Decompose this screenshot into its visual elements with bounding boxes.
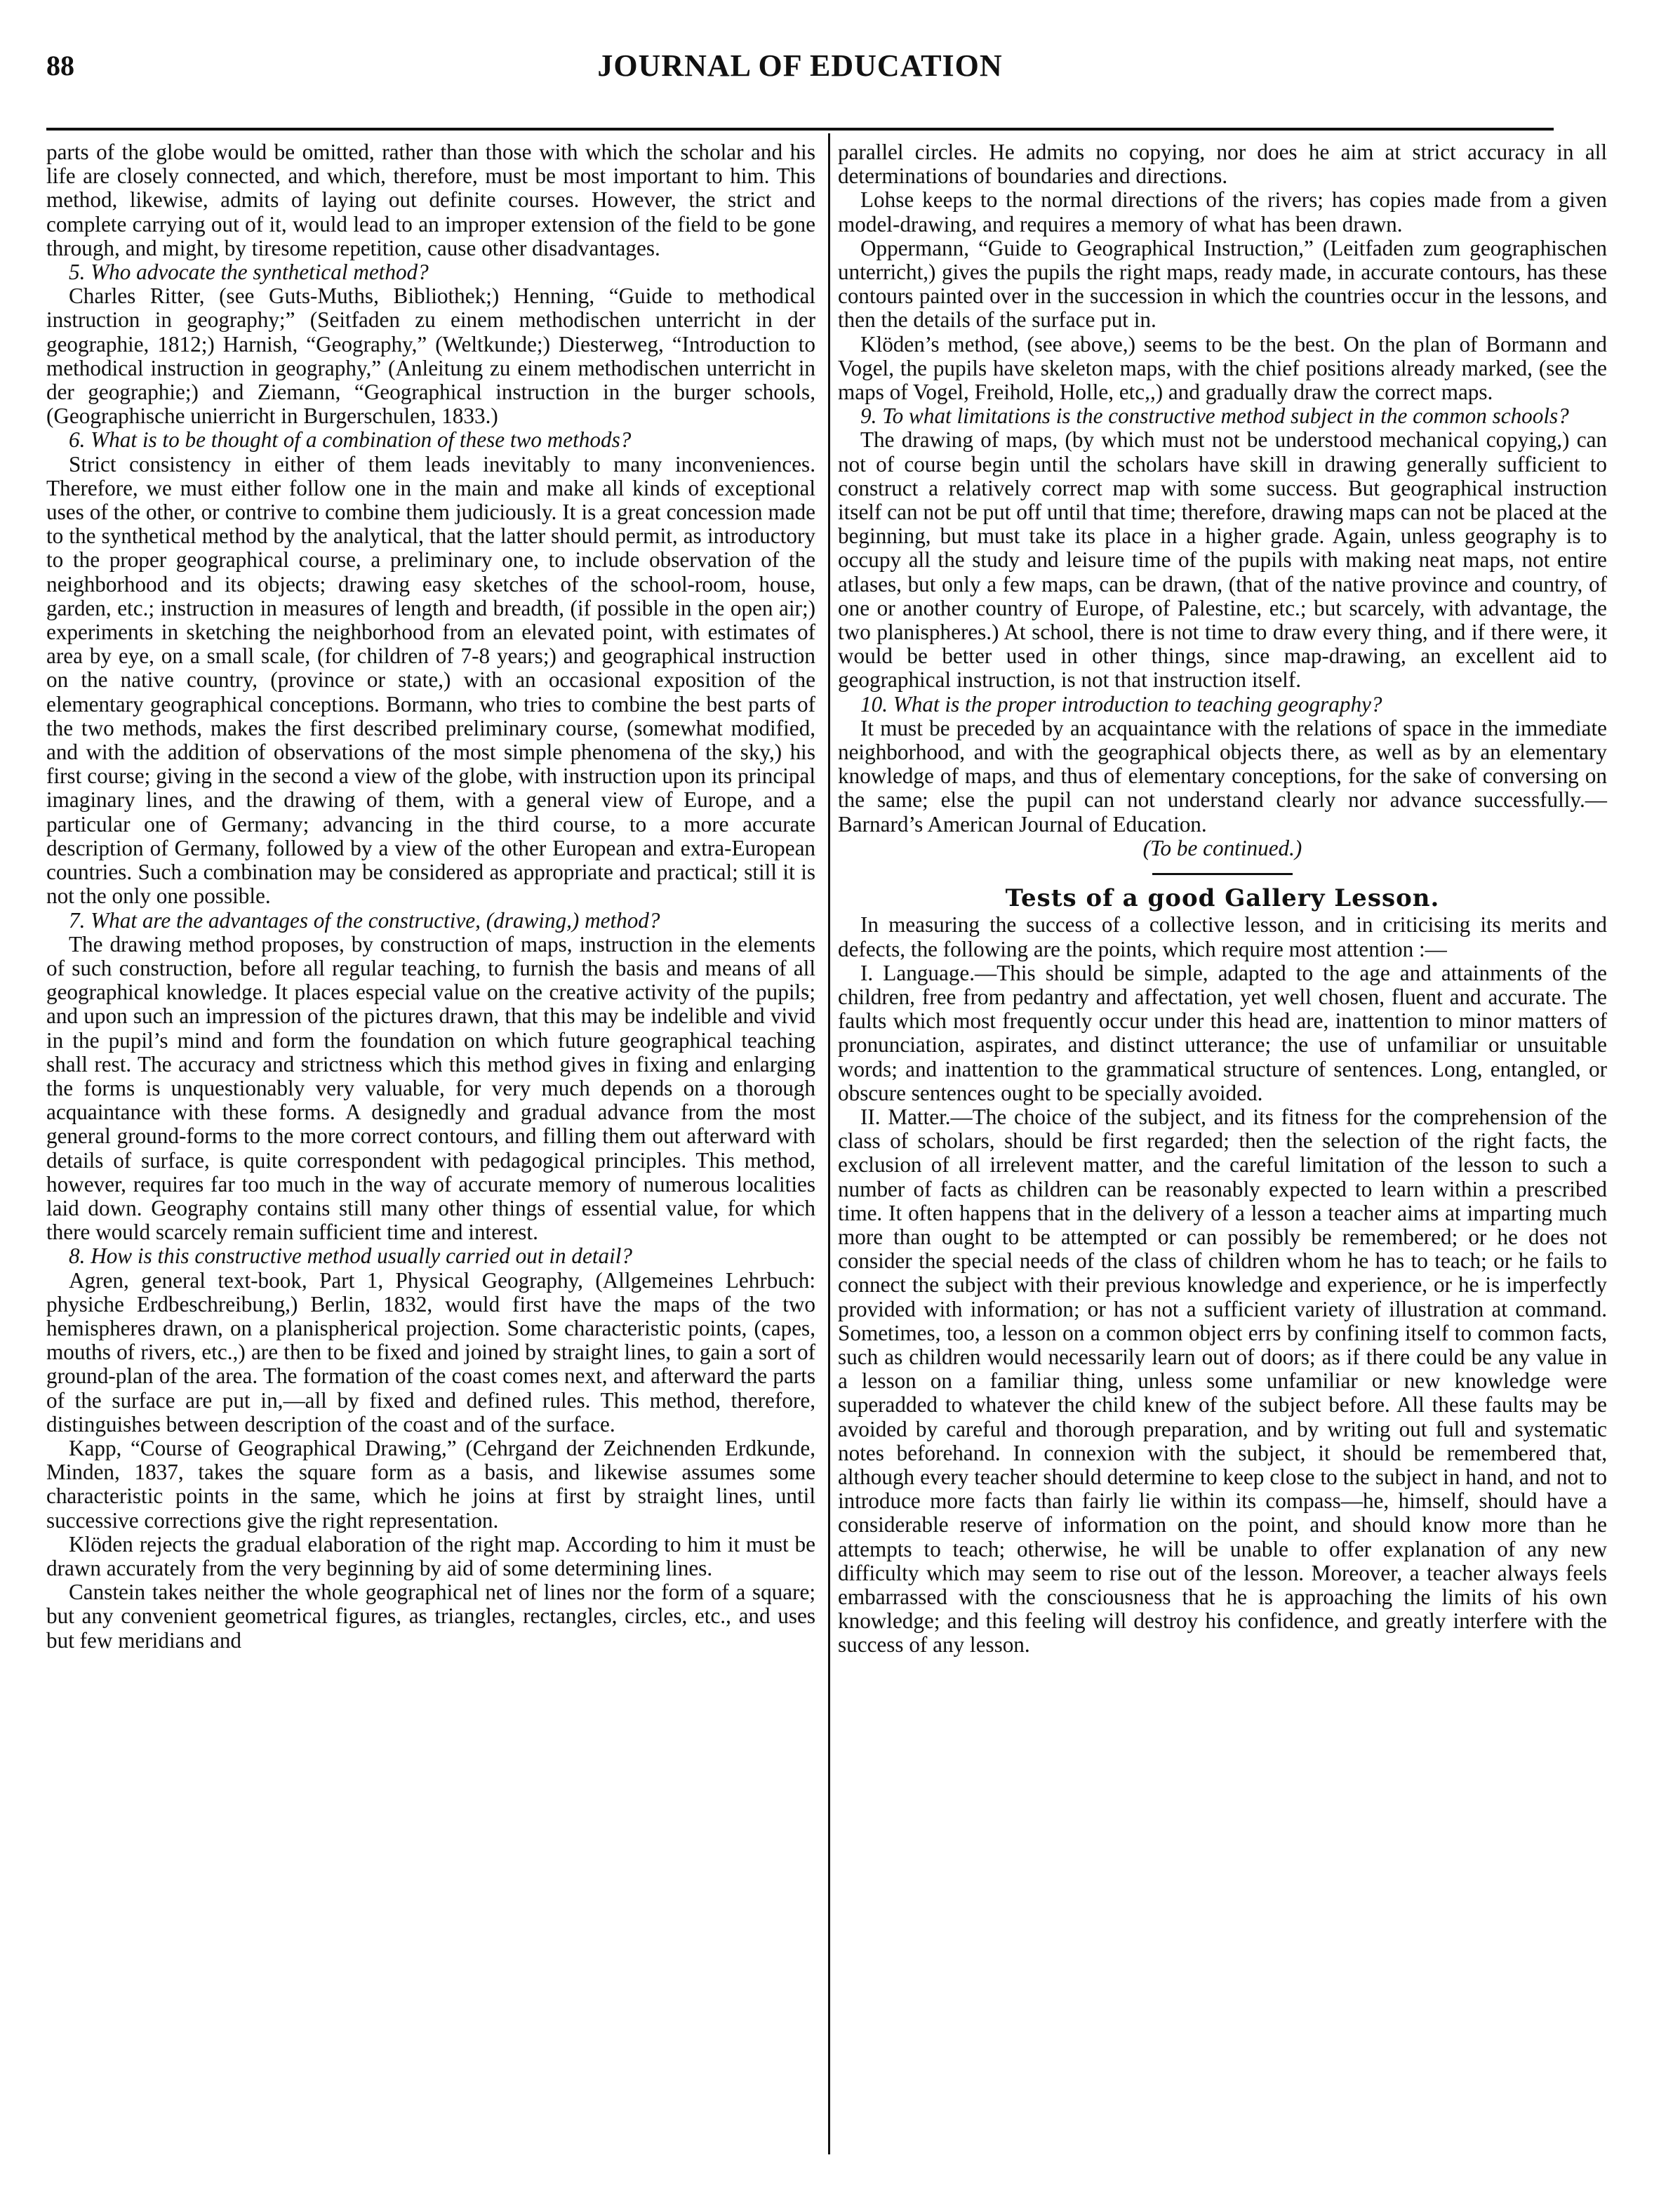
question-heading: 8. How is this constructive method usually carried out in detail? — [69, 1244, 633, 1269]
paragraph: Strict consistency in either of them leads inevitably to many inconveniences. Therefore, we must either follow one in the main and make all kinds of exceptional uses of the other, or contrive to combine them judiciously. It is a great concession made to the synthetical method by the analytical, that the latter should permit, as introductory to the proper geographical course, a preliminary one, to include observation of the neighborhood and its objects; drawing easy sketches of the school-room, house, garden, etc.; instruction in measures of length and breadth, (if possible in the open air;) experiments in sketching the neighborhood from an elevated point, with estimates of area by eye, on a small scale, (for children of 7-8 years;) and geographical instruction on the native country, (province or state,) with an occasional exposition of the elementary geographical conceptions. Bormann, who tries to combine the best parts of the two methods, makes the first described preliminary course, (somewhat modified, and with the addition of observations of the most simple phenomena of the sky,) his first course; giving in the second a view of the globe, with instruction upon its principal imaginary lines, and the drawing of them, with a general view of Europe, and a particular one of Germany; advancing in the third course, to a more accurate description of Germany, followed by a view of the other European and extra-European countries. Such a combination may be considered as appropriate and practical; still it is not the only one possible. — [46, 451, 815, 909]
paragraph: parallel circles. He admits no copying, nor does he aim at strict accuracy in all determinations of boundaries and directions. — [838, 140, 1607, 189]
paragraph: Kapp, “Course of Geographical Drawing,” (Cehrgand der Zeichnenden Erdkunde, Minden, 1837, takes the square form as a basis, and likewise assumes some characteristic points in the same, which he joins at first by straight lines, until successive corrections give the right representation. — [46, 1435, 815, 1533]
paragraph: Canstein takes neither the whole geographical net of lines nor the form of a square; but any convenient geometrical figures, as triangles, rectangles, circles, etc., and uses but few meridians and — [46, 1580, 815, 1653]
journal-title: JOURNAL OF EDUCATION — [597, 48, 1003, 83]
page-header — [46, 45, 1554, 87]
paragraph: I. Language.—This should be simple, adapted to the age and attainments of the children, free from pedantry and affectation, yet well chosen, fluent and accurate. The faults which most frequently occur under this head are, inattention to minor matters of pronunciation, aspirates, and distinct utterance; the use of unfamiliar or unsuitable words; and inattention to the grammatical structure of sentences. Long, entangled, or obscure sentences ought to be specially avoided. — [838, 960, 1607, 1105]
article-title: Tests of a good Gallery Lesson. — [1005, 884, 1440, 913]
right-column — [838, 140, 1607, 1658]
paragraph: Klöden’s method, (see above,) seems to be the best. On the plan of Bormann and Vogel, the pupils have skeleton maps, with the chief positions already marked, (see the maps of Vogel, Freihold, Holle, etc,,) and gradually draw the correct maps. — [838, 331, 1607, 405]
section-rule — [1152, 873, 1293, 875]
paragraph: II. Matter.—The choice of the subject, and its fitness for the comprehension of the class of scholars, should be first regarded; then the selection of the right facts, the exclusion of all irrelevent matter, and the careful limitation of the lesson to such a number of facts as children can be reasonably expected to learn within a prescribed time. It often happens that in the delivery of a lesson a teacher aims at imparting much more than ought to be attempted or can possibly be remembered; or he does not consider the special needs of the class of children whom he has to teach; or he fails to connect the subject with their previous knowledge and experience, or he is imperfectly provided with information; or has not a sufficient variety of illustration at command. Sometimes, too, a lesson on a common object errs by confining itself to common facts, such as children would necessarily learn out of doors; as if there could be any value in a lesson on a familiar thing, unless some unfamiliar or new knowledge were superadded to whatever the child knew of the subject before. All these faults may be avoided by careful and thorough preparation, and by writing out full and systematic notes beforehand. In connexion with the subject, it should be remembered that, although every teacher should determine to keep close to the subject in hand, and not to introduce more facts than fairly lie within its compass—he, himself, should have a considerable reserve of information on the point, and should know more than he attempts to teach; otherwise, he will be unable to offer explanation of any new difficulty which may seem to rise out of the lesson. Moreover, a teacher always feels embarrassed with the consciousness that he is approaching the limits of his own knowledge; and this feeling will destroy his confidence, and greatly interfere with the success of any lesson. — [838, 1104, 1607, 1658]
question-heading: 9. To what limitations is the constructive method subject in the common schools? — [860, 404, 1569, 429]
header-rule — [46, 128, 1554, 131]
question-heading: 7. What are the advantages of the constructive, (drawing,) method? — [69, 907, 660, 933]
question-heading: 5. Who advocate the synthetical method? — [69, 260, 429, 285]
paragraph: Oppermann, “Guide to Geographical Instruction,” (Leitfaden zum geographischen unterricht,) gives the pupils the right maps, ready made, in accurate contours, has these contours painted over in the succession in which the countries occur in the lessons, and then the details of the surface put in. — [838, 235, 1607, 333]
paragraph: Klöden rejects the gradual elaboration of the right map. According to him it must be drawn accurately from the very beginning by aid of some determining lines. — [46, 1531, 815, 1580]
paragraph: Agren, general text-book, Part 1, Physical Geography, (Allgemeines Lehrbuch: physiche Erdbeschreibung,) Berlin, 1832, would first have the maps of the two hemispheres drawn, on a planispherical projection. Some characteristic points, (capes, mouths of rivers, etc.,) are then to be fixed and joined by straight lines, to gain a sort of ground-plan of the area. The formation of the coast comes next, and afterward the parts of the surface are put in,—all by fixed and defined rules. This method, therefore, distinguishes between description of the coast and of the surface. — [46, 1267, 815, 1436]
paragraph: Lohse keeps to the normal directions of the rivers; has copies made from a given model-drawing, and requires a memory of what has been drawn. — [838, 187, 1607, 236]
paragraph: In measuring the success of a collective lesson, and in criticising its merits and defects, the following are the points, which require most attention :— — [838, 912, 1607, 961]
column-divider — [828, 133, 830, 2154]
paragraph: parts of the globe would be omitted, rather than those with which the scholar and his life are closely connected, and which, therefore, must be most important to him. This method, likewise, admits of laying out definite courses. However, the strict and complete carrying out of it, would lead to an improper extension of the field to be gone through, and might, by tiresome repetition, cause other disadvantages. — [46, 140, 815, 260]
question-heading: 6. What is to be thought of a combination of these two methods? — [69, 427, 632, 453]
continued-note: (To be continued.) — [1142, 835, 1302, 860]
page-number: 88 — [46, 50, 74, 81]
paragraph: Charles Ritter, (see Guts-Muths, Bibliothek;) Henning, “Guide to methodical instruction in geography;” (Seitfaden zu einem methodischen unterricht in der geographie, 1812;) Harnish, “Geography,” (Weltkunde;) Diesterweg, “Introduction to methodical instruction in geography,” (Anleitung zu einem methodischen unterricht in der geographie;) and Ziemann, “Geographical instruction in the burger schools, (Geographische unierricht in Burgerschulen, 1833.) — [46, 284, 815, 429]
question-heading: 10. What is the proper introduction to teaching geography? — [860, 691, 1382, 716]
paragraph: It must be preceded by an acquaintance with the relations of space in the immediate neighborhood, and with the geographical objects there, as well as by an elementary knowledge of maps, and thus of elementary conceptions, for the sake of conversing on the same; else the pupil can not understand clearly nor advance successfully.—Barnard’s American Journal of Education. — [838, 715, 1607, 836]
paragraph: The drawing of maps, (by which must not be understood mechanical copying,) can not of course begin until the scholars have skill in drawing generally sufficient to construct a relatively correct map with some success. But geographical instruction itself can not be put off until that time; therefore, drawing maps can not be placed at the beginning, but must take its place in a higher grade. Again, unless geography is to occupy all the study and leisure time of the pupils with making neat maps, not entire atlases, but only a few maps, can be drawn, (that of the native province and country, of one or another country of Europe, of Palestine, etc.; but scarcely, with advantage, the two planispheres.) At school, there is not time to draw every thing, and if there were, it would be better used in other things, since map-drawing, an excellent aid to geographical instruction, is not that instruction itself. — [838, 427, 1607, 693]
left-column — [46, 140, 815, 1653]
paragraph: The drawing method proposes, by construction of maps, instruction in the elements of such construction, before all regular teaching, to furnish the basis and means of all geographical knowledge. It places especial value on the creative activity of the pupils; and upon such an impression of the pictures drawn, that this may be indelible and vivid in the pupil’s mind and form the foundation on which future geographical teaching shall rest. The accuracy and strictness which this method gives in fixing and enlarging the forms is unquestionably very valuable, for very much depends on a thorough acquaintance with these forms. A designedly and gradual advance from the most general ground-forms to the more correct contours, and filling them out afterward with details of surface, is quite correspondent with pedagogical principles. This method, however, requires far too much in the way of accurate memory of numerous localities laid down. Geography contains still many other things of essential value, for which there would scarcely remain sufficient time and interest. — [46, 931, 815, 1245]
